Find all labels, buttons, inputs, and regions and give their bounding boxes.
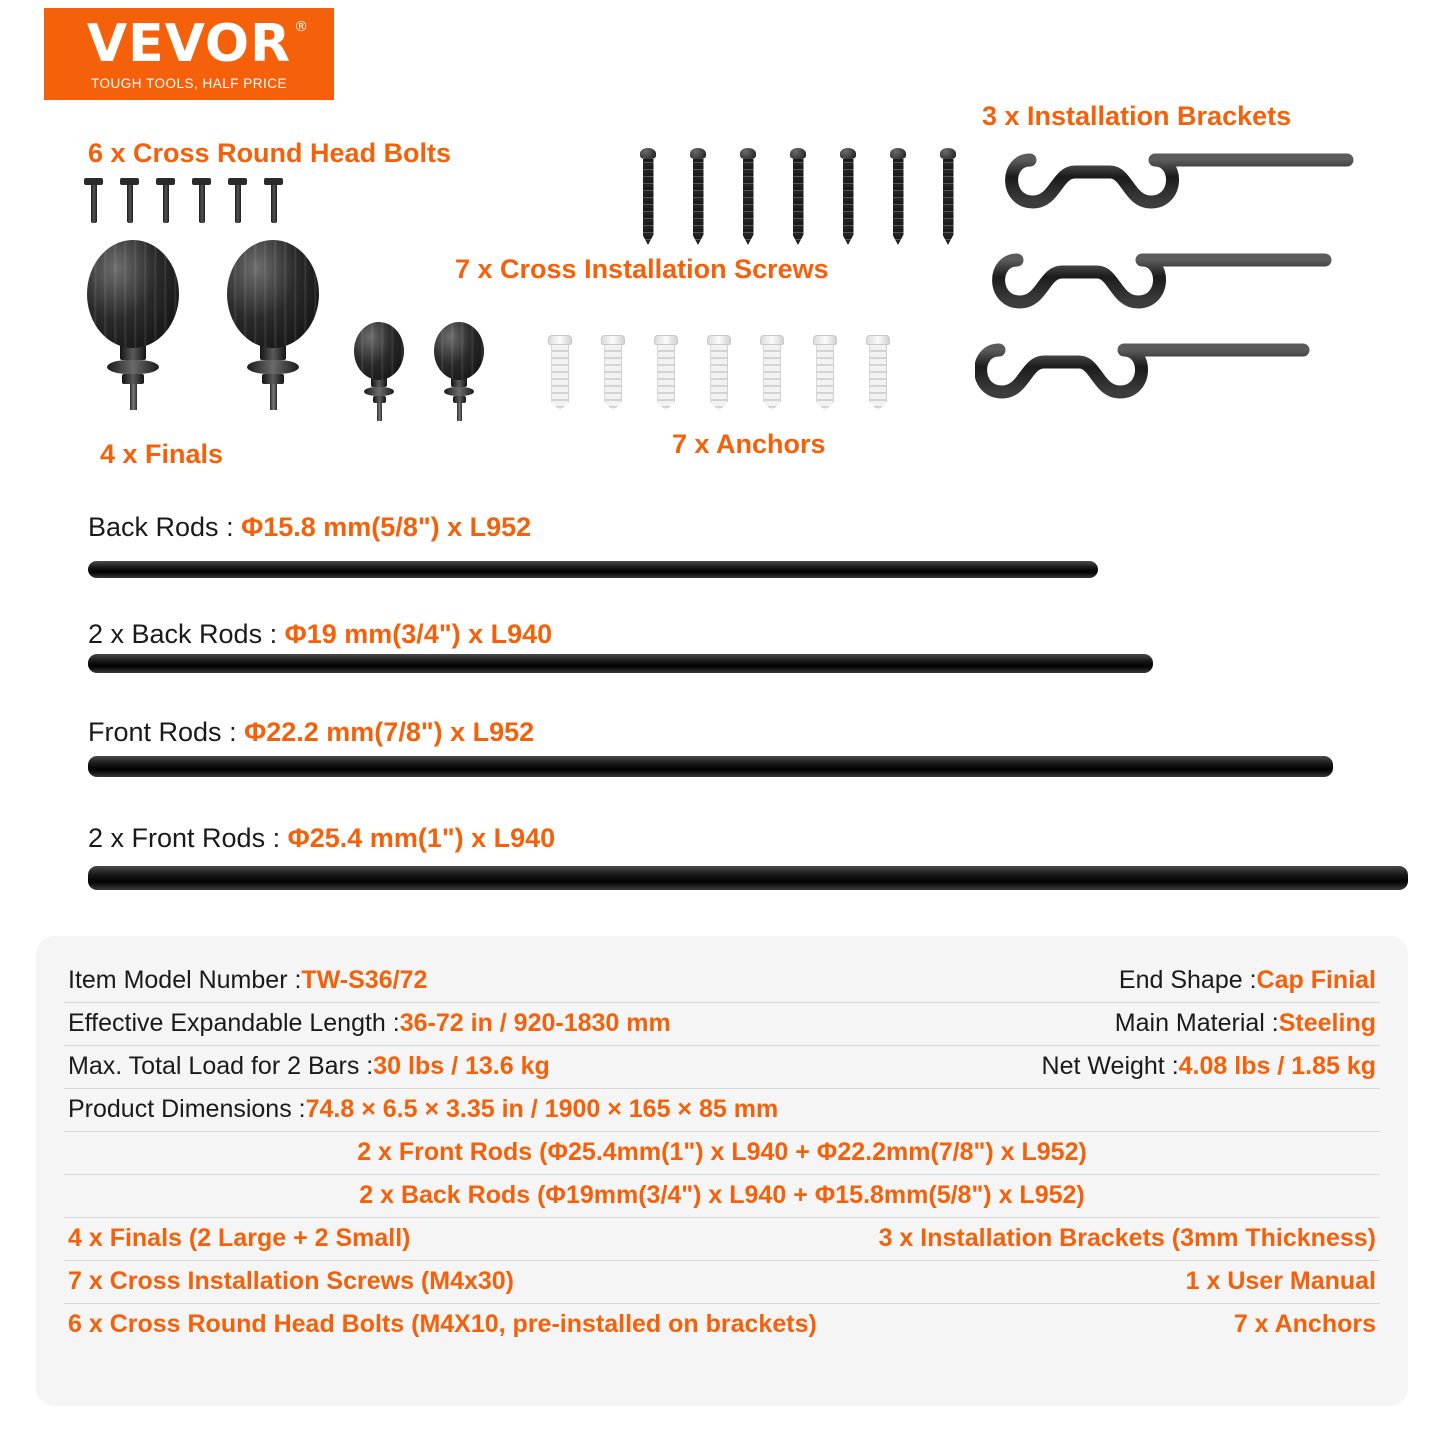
spec-row-model bbox=[64, 960, 1380, 1003]
specification-panel bbox=[36, 936, 1408, 1406]
spec-label-dimensions: Product Dimensions : bbox=[68, 1095, 306, 1123]
screw-icon bbox=[790, 148, 806, 246]
brackets-svg bbox=[975, 150, 1395, 500]
rod-label-value: Φ19 mm(3/4") x L940 bbox=[284, 619, 553, 649]
rod-label-sep: : bbox=[221, 717, 245, 747]
rod-bar-0 bbox=[88, 561, 1098, 578]
anchor-icon bbox=[760, 335, 784, 413]
spec-row-back-rods bbox=[64, 1175, 1380, 1218]
anchor-icon bbox=[707, 335, 731, 413]
bolt-icon bbox=[160, 178, 171, 224]
spec-label-material: Main Material : bbox=[1114, 1009, 1279, 1037]
screw-icon bbox=[740, 148, 756, 246]
spec-label-weight: Net Weight : bbox=[1041, 1052, 1179, 1080]
rod-bar-2 bbox=[88, 756, 1333, 777]
spec-value-weight: 4.08 lbs / 1.85 kg bbox=[1178, 1052, 1376, 1080]
rod-label-sep: : bbox=[262, 619, 285, 649]
anchor-icon bbox=[601, 335, 625, 413]
screw-icon bbox=[890, 148, 906, 246]
rod-label-text: Front Rods bbox=[88, 717, 222, 747]
rod-label-value: Φ22.2 mm(7/8") x L952 bbox=[244, 717, 535, 747]
spec-text-screws: 7 x Cross Installation Screws (M4x30) bbox=[68, 1267, 515, 1295]
anchor-icon bbox=[654, 335, 678, 413]
heading-screws: 7 x Cross Installation Screws bbox=[455, 254, 829, 284]
spec-row-front-rods bbox=[64, 1132, 1380, 1175]
spec-value-length: 36-72 in / 920-1830 mm bbox=[399, 1009, 671, 1037]
heading-bolts: 6 x Cross Round Head Bolts bbox=[88, 138, 452, 168]
rod-bar-1 bbox=[88, 654, 1153, 673]
finial-large-icon bbox=[78, 240, 188, 410]
spec-text-finals: 4 x Finals (2 Large + 2 Small) bbox=[68, 1224, 411, 1252]
anchor-icon bbox=[866, 335, 890, 413]
rod-label-text: Back Rods bbox=[88, 512, 219, 542]
rod-label-sep: : bbox=[265, 823, 288, 853]
spec-text-bolts: 6 x Cross Round Head Bolts (M4X10, pre-installed on brackets) bbox=[68, 1310, 817, 1338]
spec-value-end-shape: Cap Finial bbox=[1256, 966, 1376, 994]
brackets-group bbox=[975, 150, 1395, 500]
brand-name bbox=[86, 13, 310, 74]
spec-text-front-rods: 2 x Front Rods (Φ25.4mm(1") x L940 + Φ22.2mm(7/8") x L952) bbox=[357, 1138, 1087, 1166]
spec-value-material: Steeling bbox=[1278, 1009, 1376, 1037]
heading-finals: 4 x Finals bbox=[100, 439, 224, 469]
bracket-icon bbox=[1012, 160, 1347, 300]
spec-text-manual: 1 x User Manual bbox=[1185, 1267, 1376, 1295]
rod-label-3 bbox=[88, 823, 555, 854]
rod-label-0 bbox=[88, 512, 531, 543]
spec-row-length bbox=[64, 1003, 1380, 1046]
bracket-icon bbox=[981, 350, 1303, 490]
rod-label-text: 2 x Back Rods bbox=[88, 619, 263, 649]
screw-icon bbox=[940, 148, 956, 246]
heading-anchors: 7 x Anchors bbox=[672, 429, 826, 459]
vevor-logo bbox=[44, 8, 334, 100]
screw-icon bbox=[640, 148, 656, 246]
finial-small-icon bbox=[428, 322, 490, 421]
spec-row-dimensions bbox=[64, 1089, 1380, 1132]
anchor-icon bbox=[813, 335, 837, 413]
spec-label-model: Item Model Number : bbox=[68, 966, 302, 994]
brand-name-text: VEVOR bbox=[86, 13, 292, 74]
screw-icon bbox=[690, 148, 706, 246]
spec-label-load: Max. Total Load for 2 Bars : bbox=[68, 1052, 374, 1080]
finial-small-icon bbox=[348, 322, 410, 421]
rod-label-2 bbox=[88, 717, 534, 748]
registered-mark: ® bbox=[294, 18, 310, 35]
spec-value-model: TW-S36/72 bbox=[301, 966, 428, 994]
bolt-icon bbox=[232, 178, 243, 224]
bolt-icon bbox=[124, 178, 135, 224]
spec-text-anchors: 7 x Anchors bbox=[1233, 1310, 1376, 1338]
spec-row-load bbox=[64, 1046, 1380, 1089]
finial-large-icon bbox=[218, 240, 328, 410]
bolt-icon bbox=[88, 178, 99, 224]
spec-row-screws-manual bbox=[64, 1261, 1380, 1304]
spec-row-finals-brackets bbox=[64, 1218, 1380, 1261]
spec-label-length: Effective Expandable Length : bbox=[68, 1009, 400, 1037]
spec-text-brackets: 3 x Installation Brackets (3mm Thickness) bbox=[878, 1224, 1376, 1252]
rod-label-value: Φ15.8 mm(5/8") x L952 bbox=[241, 512, 532, 542]
bolts-group bbox=[88, 178, 308, 238]
rod-label-sep: : bbox=[218, 512, 242, 542]
spec-value-load: 30 lbs / 13.6 kg bbox=[373, 1052, 550, 1080]
rod-label-1 bbox=[88, 619, 552, 650]
rod-label-text: 2 x Front Rods bbox=[88, 823, 266, 853]
brand-tagline: TOUGH TOOLS, HALF PRICE bbox=[90, 75, 288, 91]
spec-row-bolts-anchors bbox=[64, 1304, 1380, 1346]
spec-text-back-rods: 2 x Back Rods (Φ19mm(3/4") x L940 + Φ15.8mm(5/8") x L952) bbox=[359, 1181, 1085, 1209]
spec-value-dimensions: 74.8 × 6.5 × 3.35 in / 1900 × 165 × 85 mm bbox=[305, 1095, 779, 1123]
bracket-icon bbox=[999, 260, 1325, 400]
screw-icon bbox=[840, 148, 856, 246]
rod-label-value: Φ25.4 mm(1") x L940 bbox=[287, 823, 556, 853]
anchor-icon bbox=[548, 335, 572, 413]
bolt-icon bbox=[196, 178, 207, 224]
spec-label-end-shape: End Shape : bbox=[1118, 966, 1257, 994]
heading-brackets: 3 x Installation Brackets bbox=[982, 101, 1292, 131]
screws-group bbox=[640, 148, 960, 258]
anchors-group bbox=[548, 335, 898, 420]
rod-bar-3 bbox=[88, 866, 1408, 890]
bolt-icon bbox=[268, 178, 279, 224]
